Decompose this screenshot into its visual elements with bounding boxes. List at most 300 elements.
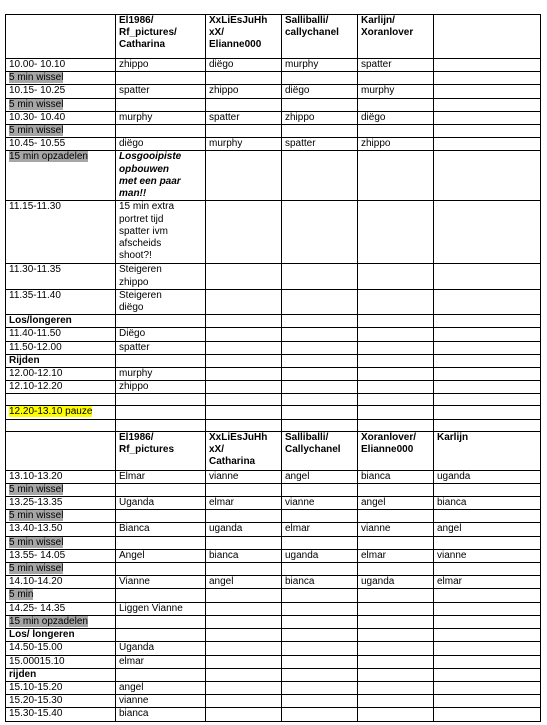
- schedule-row: [6, 708, 541, 721]
- highlighted-label: 15 min opzadelen: [9, 615, 88, 627]
- group-cell: [434, 125, 541, 138]
- group-cell: [282, 708, 358, 721]
- group-cell: spatter: [116, 341, 206, 354]
- group-cell: [116, 406, 206, 419]
- group-cell: [116, 615, 206, 628]
- group-cell: [282, 406, 358, 419]
- highlighted-label: 5 min: [9, 589, 34, 601]
- group-cell: [116, 315, 206, 328]
- schedule-row: [6, 72, 541, 85]
- group-cell: Elmar: [116, 470, 206, 483]
- schedule-row: [6, 381, 541, 394]
- schedule-row: [6, 406, 541, 419]
- group-cell: [206, 510, 282, 523]
- time-cell: [6, 431, 116, 470]
- group-cell: [434, 602, 541, 615]
- group-cell: [206, 394, 282, 406]
- group-cell: [206, 151, 282, 201]
- group-cell: [282, 328, 358, 341]
- schedule-row: [6, 510, 541, 523]
- group-cell: [206, 98, 282, 111]
- group-cell: Xoranlover/ Elianne000: [358, 431, 434, 470]
- time-cell: 14.50-15.00: [6, 642, 116, 655]
- group-cell: [434, 315, 541, 328]
- group-cell: [282, 642, 358, 655]
- group-cell: [206, 328, 282, 341]
- group-cell: [434, 629, 541, 642]
- group-cell: [116, 394, 206, 406]
- schedule-row: [6, 125, 541, 138]
- group-cell: [206, 315, 282, 328]
- group-cell: vianne: [206, 470, 282, 483]
- group-cell: [434, 328, 541, 341]
- time-cell: 13.55- 14.05: [6, 549, 116, 562]
- group-cell: Steigeren diëgo: [116, 289, 206, 314]
- group-cell: [206, 368, 282, 381]
- group-cell: [358, 563, 434, 576]
- group-cell: [358, 708, 434, 721]
- group-cell: murphy: [116, 111, 206, 124]
- group-cell: [358, 381, 434, 394]
- group-cell: [206, 72, 282, 85]
- group-cell: [358, 695, 434, 708]
- group-cell: [434, 264, 541, 289]
- schedule-row: [6, 695, 541, 708]
- group-cell: [282, 201, 358, 264]
- group-cell: [206, 655, 282, 668]
- group-cell: [434, 59, 541, 72]
- time-cell: [6, 536, 116, 549]
- group-cell: [358, 483, 434, 496]
- group-cell: [358, 615, 434, 628]
- schedule-row: [6, 681, 541, 694]
- group-cell: uganda: [434, 470, 541, 483]
- group-cell: elmar: [206, 497, 282, 510]
- group-cell: [434, 111, 541, 124]
- time-cell: 13.25-13.35: [6, 497, 116, 510]
- highlighted-label: 5 min wissel: [9, 563, 64, 575]
- group-cell: Vianne: [116, 576, 206, 589]
- highlighted-label: 5 min wissel: [9, 125, 64, 137]
- time-cell: [6, 394, 116, 406]
- group-cell: spatter: [282, 138, 358, 151]
- group-cell: [358, 394, 434, 406]
- group-cell: [358, 368, 434, 381]
- schedule-row: [6, 138, 541, 151]
- header-row: [6, 15, 541, 59]
- group-cell: [434, 642, 541, 655]
- group-cell: angel: [282, 470, 358, 483]
- group-cell: [206, 341, 282, 354]
- time-cell: 15.00015.10: [6, 655, 116, 668]
- schedule-row: [6, 536, 541, 549]
- group-cell: [358, 328, 434, 341]
- group-cell: Salliballi/ callychanel: [282, 15, 358, 59]
- schedule-row: [6, 602, 541, 615]
- group-cell: [434, 406, 541, 419]
- schedule-row: [6, 98, 541, 111]
- schedule-row: [6, 576, 541, 589]
- group-cell: [434, 668, 541, 681]
- group-cell: angel: [206, 576, 282, 589]
- group-cell: [282, 151, 358, 201]
- group-cell: [434, 341, 541, 354]
- group-cell: [206, 602, 282, 615]
- group-cell: bianca: [434, 497, 541, 510]
- group-cell: [358, 125, 434, 138]
- schedule-row: [6, 368, 541, 381]
- time-cell: 10.45- 10.55: [6, 138, 116, 151]
- group-cell: [282, 681, 358, 694]
- group-cell: [358, 315, 434, 328]
- group-cell: [358, 72, 434, 85]
- time-cell: 10.30- 10.40: [6, 111, 116, 124]
- schedule-row: [6, 470, 541, 483]
- group-cell: zhippo: [206, 85, 282, 98]
- group-cell: Diëgo: [116, 328, 206, 341]
- group-cell: vianne: [434, 549, 541, 562]
- group-cell: Uganda: [116, 497, 206, 510]
- group-cell: bianca: [358, 470, 434, 483]
- group-cell: [434, 589, 541, 602]
- group-cell: elmar: [282, 523, 358, 536]
- schedule-row: [6, 354, 541, 367]
- group-cell: [206, 615, 282, 628]
- group-cell: Losgooipiste opbouwen met een paar man!!: [116, 151, 206, 201]
- time-cell: [6, 151, 116, 201]
- group-cell: XxLiEsJuHh xX/ Elianne000: [206, 15, 282, 59]
- group-cell: [282, 125, 358, 138]
- highlighted-label: 5 min wissel: [9, 536, 64, 548]
- group-cell: zhippo: [358, 138, 434, 151]
- group-cell: [358, 681, 434, 694]
- schedule-row: [6, 315, 541, 328]
- schedule-row: [6, 629, 541, 642]
- group-cell: angel: [358, 497, 434, 510]
- time-cell: 11.40-11.50: [6, 328, 116, 341]
- group-cell: [206, 629, 282, 642]
- time-cell: 14.10-14.20: [6, 576, 116, 589]
- group-cell: [116, 510, 206, 523]
- time-cell: 11.30-11.35: [6, 264, 116, 289]
- group-cell: [434, 394, 541, 406]
- time-cell: 10.15- 10.25: [6, 85, 116, 98]
- group-cell: [282, 72, 358, 85]
- group-cell: diëgo: [282, 85, 358, 98]
- group-cell: diëgo: [358, 111, 434, 124]
- highlighted-label: 5 min wissel: [9, 510, 64, 522]
- group-cell: [358, 419, 434, 431]
- group-cell: [116, 563, 206, 576]
- group-cell: [434, 419, 541, 431]
- time-cell: 15.30-15.40: [6, 708, 116, 721]
- schedule-row: [6, 151, 541, 201]
- schedule-row: [6, 341, 541, 354]
- group-cell: [116, 536, 206, 549]
- group-cell: [434, 510, 541, 523]
- group-cell: [358, 510, 434, 523]
- group-cell: [434, 72, 541, 85]
- group-cell: murphy: [206, 138, 282, 151]
- group-cell: [206, 681, 282, 694]
- group-cell: [206, 201, 282, 264]
- group-cell: [282, 264, 358, 289]
- schedule-row: [6, 563, 541, 576]
- group-cell: [358, 536, 434, 549]
- schedule-row: [6, 523, 541, 536]
- group-cell: [358, 629, 434, 642]
- time-cell: [6, 125, 116, 138]
- group-cell: [206, 289, 282, 314]
- time-cell: Rijden: [6, 354, 116, 367]
- schedule-row: [6, 642, 541, 655]
- highlighted-label: 12.20-13.10 pauze: [9, 406, 93, 418]
- group-cell: [282, 655, 358, 668]
- group-cell: [434, 368, 541, 381]
- group-cell: angel: [116, 681, 206, 694]
- group-cell: spatter: [358, 59, 434, 72]
- time-cell: [6, 510, 116, 523]
- time-cell: [6, 406, 116, 419]
- group-cell: [206, 695, 282, 708]
- time-cell: 12.10-12.20: [6, 381, 116, 394]
- group-cell: [282, 98, 358, 111]
- time-cell: Los/longeren: [6, 315, 116, 328]
- group-cell: zhippo: [282, 111, 358, 124]
- group-cell: uganda: [282, 549, 358, 562]
- group-cell: bianca: [282, 576, 358, 589]
- group-cell: [434, 483, 541, 496]
- group-cell: diëgo: [206, 59, 282, 72]
- group-cell: vianne: [282, 497, 358, 510]
- group-cell: [358, 289, 434, 314]
- time-cell: 11.50-12.00: [6, 341, 116, 354]
- group-cell: Karlijn/ Xoranlover: [358, 15, 434, 59]
- time-cell: [6, 589, 116, 602]
- group-cell: angel: [434, 523, 541, 536]
- schedule-row: [6, 289, 541, 314]
- group-cell: [358, 341, 434, 354]
- group-cell: [434, 354, 541, 367]
- highlighted-label: 15 min opzadelen: [9, 151, 88, 163]
- group-cell: [358, 655, 434, 668]
- group-cell: [358, 668, 434, 681]
- group-cell: [434, 681, 541, 694]
- schedule-row: [6, 655, 541, 668]
- group-cell: [434, 381, 541, 394]
- group-cell: [282, 563, 358, 576]
- time-cell: 12.00-12.10: [6, 368, 116, 381]
- time-cell: [6, 563, 116, 576]
- time-cell: 11.15-11.30: [6, 201, 116, 264]
- group-cell: [206, 589, 282, 602]
- group-cell: [434, 536, 541, 549]
- time-cell: [6, 98, 116, 111]
- group-cell: [434, 15, 541, 59]
- time-cell: [6, 483, 116, 496]
- time-cell: 11.35-11.40: [6, 289, 116, 314]
- schedule-row: [6, 483, 541, 496]
- schedule-row: [6, 394, 541, 406]
- group-cell: [282, 629, 358, 642]
- group-cell: [282, 668, 358, 681]
- group-cell: [206, 419, 282, 431]
- schedule-row: [6, 589, 541, 602]
- schedule-row: [6, 328, 541, 341]
- group-cell: [116, 419, 206, 431]
- schedule-row: [6, 497, 541, 510]
- group-cell: [206, 708, 282, 721]
- group-cell: [116, 354, 206, 367]
- group-cell: [116, 629, 206, 642]
- group-cell: Salliballi/ Callychanel: [282, 431, 358, 470]
- group-cell: [434, 289, 541, 314]
- group-cell: [282, 368, 358, 381]
- highlighted-label: 5 min wissel: [9, 483, 64, 495]
- group-cell: vianne: [358, 523, 434, 536]
- group-cell: [116, 483, 206, 496]
- group-cell: [206, 381, 282, 394]
- group-cell: [282, 483, 358, 496]
- group-cell: [434, 138, 541, 151]
- group-cell: [116, 72, 206, 85]
- time-cell: 13.10-13.20: [6, 470, 116, 483]
- time-cell: [6, 15, 116, 59]
- highlighted-label: 5 min wissel: [9, 72, 64, 84]
- group-cell: [116, 98, 206, 111]
- group-cell: [206, 264, 282, 289]
- group-cell: elmar: [358, 549, 434, 562]
- group-cell: [206, 563, 282, 576]
- group-cell: [358, 642, 434, 655]
- group-cell: spatter: [116, 85, 206, 98]
- group-cell: [434, 695, 541, 708]
- group-cell: [358, 151, 434, 201]
- group-cell: [358, 406, 434, 419]
- schedule-row: [6, 264, 541, 289]
- highlighted-label: 5 min wissel: [9, 98, 64, 110]
- schedule-table: [5, 14, 541, 722]
- time-cell: 13.40-13.50: [6, 523, 116, 536]
- group-cell: [434, 708, 541, 721]
- group-cell: [206, 483, 282, 496]
- group-cell: [434, 655, 541, 668]
- group-cell: elmar: [434, 576, 541, 589]
- group-cell: XxLiEsJuHh xX/ Catharina: [206, 431, 282, 470]
- group-cell: [206, 406, 282, 419]
- group-cell: [206, 668, 282, 681]
- group-cell: [434, 151, 541, 201]
- group-cell: bianca: [116, 708, 206, 721]
- group-cell: [282, 589, 358, 602]
- group-cell: [116, 668, 206, 681]
- group-cell: [282, 602, 358, 615]
- group-cell: murphy: [116, 368, 206, 381]
- schedule-row: [6, 419, 541, 431]
- time-cell: 15.10-15.20: [6, 681, 116, 694]
- group-cell: [282, 315, 358, 328]
- group-cell: Angel: [116, 549, 206, 562]
- group-cell: [282, 695, 358, 708]
- group-cell: [358, 98, 434, 111]
- group-cell: [206, 125, 282, 138]
- group-cell: diëgo: [116, 138, 206, 151]
- group-cell: Steigeren zhippo: [116, 264, 206, 289]
- group-cell: [282, 341, 358, 354]
- schedule-row: [6, 201, 541, 264]
- group-cell: [282, 419, 358, 431]
- group-cell: zhippo: [116, 59, 206, 72]
- group-cell: spatter: [206, 111, 282, 124]
- group-cell: zhippo: [116, 381, 206, 394]
- group-cell: [434, 563, 541, 576]
- group-cell: [358, 264, 434, 289]
- schedule-row: [6, 59, 541, 72]
- time-cell: [6, 72, 116, 85]
- group-cell: vianne: [116, 695, 206, 708]
- group-cell: uganda: [206, 523, 282, 536]
- schedule-row: [6, 85, 541, 98]
- schedule-row: [6, 111, 541, 124]
- group-cell: bianca: [206, 549, 282, 562]
- schedule-row: [6, 549, 541, 562]
- schedule-row: [6, 615, 541, 628]
- time-cell: rijden: [6, 668, 116, 681]
- group-cell: Uganda: [116, 642, 206, 655]
- time-cell: [6, 419, 116, 431]
- group-cell: [358, 201, 434, 264]
- group-cell: [434, 85, 541, 98]
- group-cell: [282, 381, 358, 394]
- time-cell: 15.20-15.30: [6, 695, 116, 708]
- group-cell: Karlijn: [434, 431, 541, 470]
- group-cell: [116, 125, 206, 138]
- group-cell: [116, 589, 206, 602]
- group-cell: Bianca: [116, 523, 206, 536]
- group-cell: uganda: [358, 576, 434, 589]
- group-cell: Liggen Vianne: [116, 602, 206, 615]
- group-cell: [434, 615, 541, 628]
- group-cell: murphy: [358, 85, 434, 98]
- schedule-row: [6, 668, 541, 681]
- group-cell: [282, 615, 358, 628]
- group-cell: [358, 602, 434, 615]
- group-cell: [206, 354, 282, 367]
- schedule-body: [6, 15, 541, 722]
- group-cell: [434, 201, 541, 264]
- time-cell: 10.00- 10.10: [6, 59, 116, 72]
- header-row: [6, 431, 541, 470]
- time-cell: 14.25- 14.35: [6, 602, 116, 615]
- group-cell: [206, 536, 282, 549]
- group-cell: [282, 289, 358, 314]
- group-cell: El1986/ Rf_pictures/ Catharina: [116, 15, 206, 59]
- time-cell: [6, 615, 116, 628]
- group-cell: 15 min extra portret tijd spatter ivm afscheids shoot?!: [116, 201, 206, 264]
- group-cell: [358, 589, 434, 602]
- group-cell: [358, 354, 434, 367]
- group-cell: [282, 354, 358, 367]
- group-cell: [282, 510, 358, 523]
- group-cell: elmar: [116, 655, 206, 668]
- group-cell: [282, 536, 358, 549]
- group-cell: El1986/ Rf_pictures: [116, 431, 206, 470]
- group-cell: [434, 98, 541, 111]
- group-cell: [206, 642, 282, 655]
- time-cell: Los/ longeren: [6, 629, 116, 642]
- group-cell: murphy: [282, 59, 358, 72]
- group-cell: [282, 394, 358, 406]
